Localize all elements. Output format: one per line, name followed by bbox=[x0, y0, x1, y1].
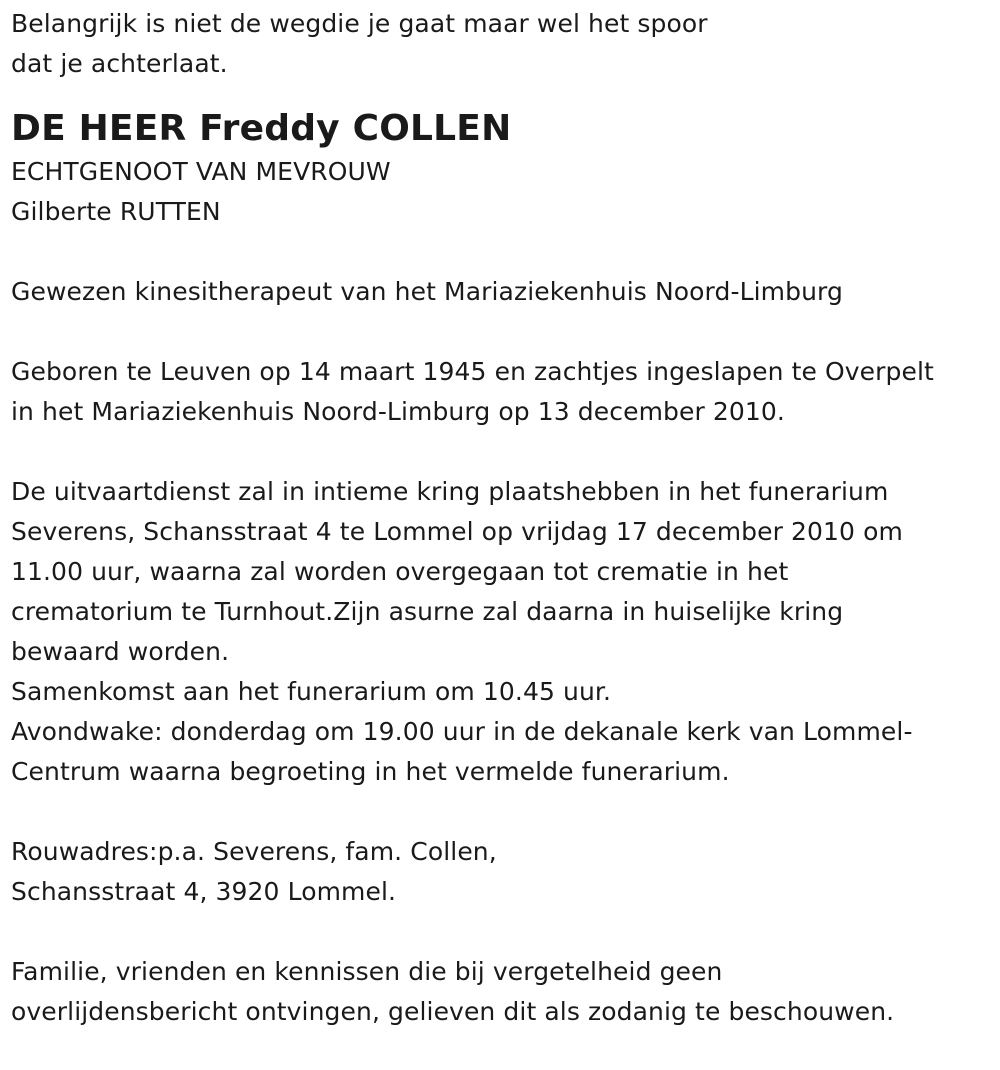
relation-label: ECHTGENOOT VAN MEVROUW bbox=[11, 157, 391, 186]
spouse-name: Gilberte RUTTEN bbox=[11, 197, 221, 226]
wake-line: Centrum waarna begroeting in het vermelde funerarium. bbox=[11, 757, 730, 786]
deceased-name: DE HEER Freddy COLLEN bbox=[11, 108, 512, 149]
profession-paragraph bbox=[11, 272, 991, 312]
funeral-line: Severens, Schansstraat 4 te Lommel op vrijdag 17 december 2010 om bbox=[11, 517, 903, 546]
quote-line: Belangrijk is niet de wegdie je gaat maar wel het spoor bbox=[11, 9, 708, 38]
mourning-address bbox=[11, 832, 991, 912]
profession-line: Gewezen kinesitherapeut van het Mariaziekenhuis Noord-Limburg bbox=[11, 277, 843, 306]
gathering-line: Samenkomst aan het funerarium om 10.45 uur. bbox=[11, 677, 612, 706]
spouse-info bbox=[11, 152, 991, 232]
funeral-line: bewaard worden. bbox=[11, 637, 230, 666]
birth-death-line: in het Mariaziekenhuis Noord-Limburg op 13 december 2010. bbox=[11, 397, 785, 426]
funeral-line: De uitvaartdienst zal in intieme kring plaatshebben in het funerarium bbox=[11, 477, 889, 506]
funeral-line: crematorium te Turnhout.Zijn asurne zal daarna in huiselijke kring bbox=[11, 597, 844, 626]
closing-paragraph bbox=[11, 952, 991, 1032]
closing-line: Familie, vrienden en kennissen die bij vergetelheid geen bbox=[11, 957, 723, 986]
quote-line: dat je achterlaat. bbox=[11, 49, 228, 78]
death-notice bbox=[11, 4, 991, 1032]
funeral-line: 11.00 uur, waarna zal worden overgegaan tot crematie in het bbox=[11, 557, 789, 586]
memorial-quote bbox=[11, 4, 991, 84]
birth-death-line: Geboren te Leuven op 14 maart 1945 en zachtjes ingeslapen te Overpelt bbox=[11, 357, 934, 386]
wake-line: Avondwake: donderdag om 19.00 uur in de dekanale kerk van Lommel- bbox=[11, 717, 913, 746]
address-line: Schansstraat 4, 3920 Lommel. bbox=[11, 877, 397, 906]
birth-death-paragraph bbox=[11, 352, 991, 432]
funeral-paragraph bbox=[11, 472, 991, 792]
address-line: Rouwadres:p.a. Severens, fam. Collen, bbox=[11, 837, 497, 866]
closing-line: overlijdensbericht ontvingen, gelieven dit als zodanig te beschouwen. bbox=[11, 997, 895, 1026]
